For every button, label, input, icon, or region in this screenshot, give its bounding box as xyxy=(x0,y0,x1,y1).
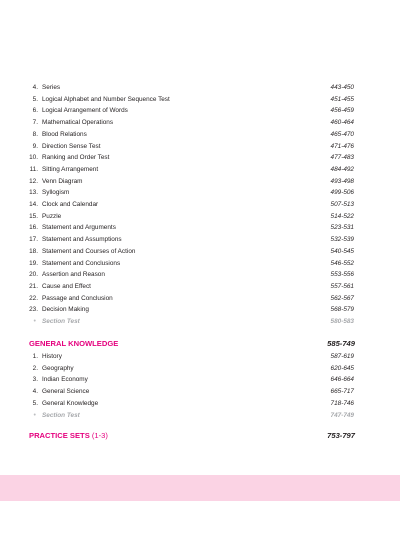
toc-row xyxy=(0,351,400,363)
chapter-number: 12. xyxy=(29,177,38,185)
chapter-number: 5. xyxy=(32,95,38,103)
toc-row xyxy=(0,269,400,281)
toc-row xyxy=(0,246,400,258)
toc-row xyxy=(0,117,400,129)
toc-row xyxy=(0,211,400,223)
chapter-number: 10. xyxy=(29,154,38,162)
toc-row xyxy=(0,105,400,117)
chapter-title: Section Test xyxy=(42,411,80,419)
chapter-title: Logical Arrangement of Words xyxy=(42,107,128,115)
chapter-number: 16. xyxy=(29,224,38,232)
chapter-pages: 620-645 xyxy=(330,364,354,372)
toc-row xyxy=(0,304,400,316)
section-pages: 753-797 xyxy=(327,431,355,440)
chapter-number: 20. xyxy=(29,271,38,279)
toc-row xyxy=(0,222,400,234)
toc-row xyxy=(0,374,400,386)
chapter-pages: 499-506 xyxy=(330,189,354,197)
toc-row xyxy=(0,199,400,211)
chapter-pages: 553-556 xyxy=(330,271,354,279)
chapter-title: Geography xyxy=(42,364,74,372)
toc-row xyxy=(0,187,400,199)
chapter-title: Section Test xyxy=(42,318,80,325)
chapter-number: 9. xyxy=(32,142,38,150)
chapter-pages: 646-664 xyxy=(330,376,354,384)
toc-row xyxy=(0,363,400,375)
chapter-pages: 514-522 xyxy=(330,212,354,220)
section-test-row xyxy=(0,410,400,422)
chapter-number: 21. xyxy=(29,282,38,290)
toc-row xyxy=(0,94,400,106)
toc-row xyxy=(0,386,400,398)
chapter-pages: 587-619 xyxy=(330,353,354,360)
chapter-pages: 493-498 xyxy=(330,177,354,185)
chapter-pages: 546-552 xyxy=(330,259,354,267)
chapter-number: 4. xyxy=(32,84,38,91)
chapter-title: Assertion and Reason xyxy=(42,271,105,279)
chapter-number: 14. xyxy=(29,201,38,208)
chapter-pages: 507-513 xyxy=(330,201,354,208)
chapter-title: Statement and Conclusions xyxy=(42,259,121,267)
section-title: GENERAL KNOWLEDGE xyxy=(29,339,119,348)
chapter-number: 15. xyxy=(29,212,38,220)
toc-row xyxy=(0,398,400,410)
chapter-pages: 562-567 xyxy=(330,294,354,302)
chapter-pages: 718-746 xyxy=(330,399,354,407)
chapter-number: 22. xyxy=(29,294,38,302)
toc-row xyxy=(0,129,400,141)
chapter-title: Blood Relations xyxy=(42,130,87,138)
toc-row xyxy=(0,152,400,164)
chapter-number: 6. xyxy=(32,107,38,115)
chapter-title: General Knowledge xyxy=(42,399,99,407)
chapter-number: 4. xyxy=(32,388,38,396)
chapter-pages: 451-455 xyxy=(330,95,354,103)
chapter-number: 23. xyxy=(29,306,38,314)
section-title xyxy=(29,429,108,443)
chapter-pages: 443-450 xyxy=(330,84,354,91)
chapter-title: Venn Diagram xyxy=(42,177,83,185)
chapter-number: 11. xyxy=(29,165,38,173)
chapter-number: 18. xyxy=(29,247,38,255)
chapter-title: Direction Sense Test xyxy=(42,142,101,150)
chapter-number: 2. xyxy=(32,364,38,372)
chapter-title: Ranking and Order Test xyxy=(42,154,110,162)
chapter-pages: 568-579 xyxy=(330,306,354,314)
chapter-pages: 747-749 xyxy=(330,411,354,419)
toc-row xyxy=(0,234,400,246)
practice-sets-title: PRACTICE SETS xyxy=(29,431,90,440)
chapter-pages: 477-483 xyxy=(330,154,354,162)
toc-row xyxy=(0,141,400,153)
toc-row xyxy=(0,258,400,270)
footer-band xyxy=(0,475,400,501)
general-knowledge-heading xyxy=(29,337,355,351)
chapter-title: Statement and Arguments xyxy=(42,224,116,232)
toc-row xyxy=(0,293,400,305)
chapter-title: Indian Economy xyxy=(42,376,88,384)
chapter-title: Puzzle xyxy=(42,212,62,220)
chapter-number: 1. xyxy=(32,353,38,360)
chapter-title: Sitting Arrangement xyxy=(42,165,99,173)
chapter-number: 13. xyxy=(29,189,38,197)
chapter-title: Statement and Assumptions xyxy=(42,236,122,244)
chapter-pages: 532-539 xyxy=(330,236,354,244)
chapter-title: Logical Alphabet and Number Sequence Test xyxy=(42,95,170,103)
toc-row xyxy=(0,281,400,293)
toc-row xyxy=(0,164,400,176)
toc-row xyxy=(0,82,400,94)
chapter-pages: 460-464 xyxy=(330,119,354,127)
chapter-title: Passage and Conclusion xyxy=(42,294,113,302)
chapter-number: • xyxy=(33,318,36,325)
practice-sets-subtitle: (1-3) xyxy=(91,431,108,440)
chapter-title: History xyxy=(42,353,62,360)
chapter-number: 5. xyxy=(32,399,38,407)
chapter-number: 8. xyxy=(32,130,38,138)
chapter-number: 17. xyxy=(29,236,38,244)
chapter-number: • xyxy=(33,411,36,419)
chapter-title: Decision Making xyxy=(42,306,89,314)
section-test-row xyxy=(0,316,400,328)
toc-row xyxy=(0,176,400,188)
chapter-title: General Science xyxy=(42,388,90,396)
chapter-pages: 540-545 xyxy=(330,247,354,255)
chapter-number: 7. xyxy=(32,119,38,127)
practice-sets-heading xyxy=(29,429,355,443)
chapter-title: Mathematical Operations xyxy=(42,119,114,127)
chapter-title: Series xyxy=(42,84,61,91)
section-pages: 585-749 xyxy=(327,339,355,348)
chapter-title: Statement and Courses of Action xyxy=(42,247,136,255)
chapter-title: Syllogism xyxy=(42,189,70,197)
chapter-pages: 465-470 xyxy=(330,130,354,138)
chapter-title: Cause and Effect xyxy=(42,282,91,290)
chapter-pages: 665-717 xyxy=(330,388,354,396)
chapter-number: 19. xyxy=(29,259,38,267)
chapter-pages: 484-492 xyxy=(330,165,354,173)
chapter-pages: 580-583 xyxy=(330,318,354,325)
chapter-pages: 456-459 xyxy=(330,107,354,115)
chapter-pages: 557-561 xyxy=(330,282,354,290)
chapter-pages: 523-531 xyxy=(330,224,354,232)
chapter-number: 3. xyxy=(32,376,38,384)
chapter-pages: 471-476 xyxy=(330,142,354,150)
chapter-title: Clock and Calendar xyxy=(42,201,99,208)
